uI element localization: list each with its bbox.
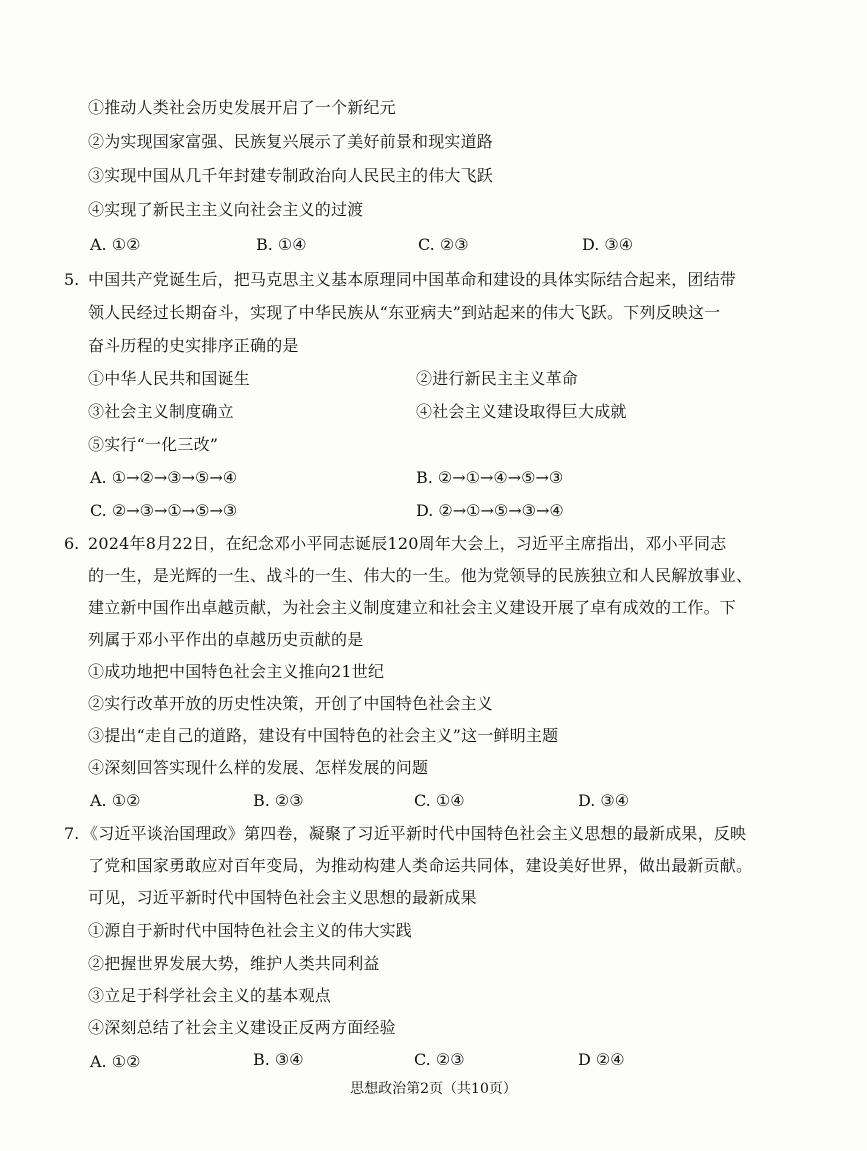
q5-item-3: ③社会主义制度确立	[88, 402, 234, 421]
q7-item-1: ①源自于新时代中国特色社会主义的伟大实践	[88, 921, 413, 940]
q7-option-a: A. ①②	[90, 1052, 141, 1071]
q4-option-a: A. ①②	[90, 235, 141, 254]
q4-item-1: ①推动人类社会历史发展开启了一个新纪元	[88, 98, 396, 117]
q6-option-d: D. ③④	[578, 791, 630, 810]
q6-option-c: C. ①④	[414, 791, 465, 810]
q5-item-5: ⑤实行“一化三改”	[88, 435, 219, 454]
q5-item-4: ④社会主义建设取得巨大成就	[416, 402, 627, 421]
q4-item-3: ③实现中国从几千年封建专制政治向人民民主的伟大飞跃	[88, 166, 494, 185]
q7-item-3: ③立足于科学社会主义的基本观点	[88, 986, 332, 1005]
q5-item-2: ②进行新民主主义革命	[416, 369, 579, 388]
q6-stem-line-4: 列属于邓小平作出的卓越历史贡献的是	[88, 630, 364, 649]
q5-number: 5.	[64, 270, 80, 289]
q5-option-b: B. ②→①→④→⑤→③	[416, 468, 564, 487]
q7-stem-line-1: 《习近平谈治国理政》第四卷，凝聚了习近平新时代中国特色社会主义思想的最新成果，反映	[82, 824, 747, 843]
q7-option-d: D ②④	[578, 1050, 625, 1069]
page-footer: 思想政治第2页（共10页）	[350, 1081, 517, 1097]
q5-stem-line-2: 领人民经过长期奋斗，实现了中华民族从“东亚病夫”到站起来的伟大飞跃。下列反映这一	[88, 303, 721, 322]
q7-option-b: B. ③④	[253, 1050, 304, 1069]
q6-item-2: ②实行改革开放的历史性决策，开创了中国特色社会主义	[88, 694, 494, 713]
q4-item-4: ④实现了新民主主义向社会主义的过渡	[88, 200, 364, 219]
q5-stem-line-3: 奋斗历程的史实排序正确的是	[88, 336, 299, 355]
q6-stem-line-3: 建立新中国作出卓越贡献，为社会主义制度建立和社会主义建设开展了卓有成效的工作。下	[88, 598, 737, 617]
q6-item-3: ③提出“走自己的道路，建设有中国特色的社会主义”这一鲜明主题	[88, 726, 559, 745]
q5-option-a: A. ①→②→③→⑤→④	[90, 468, 238, 487]
q5-option-d: D. ②→①→⑤→③→④	[416, 501, 564, 520]
q6-item-1: ①成功地把中国特色社会主义推向21世纪	[88, 662, 385, 681]
q6-number: 6.	[64, 534, 80, 553]
q4-option-d: D. ③④	[582, 235, 634, 254]
q7-option-c: C. ②③	[414, 1050, 465, 1069]
q7-item-2: ②把握世界发展大势，维护人类共同利益	[88, 954, 380, 973]
q4-option-c: C. ②③	[418, 235, 469, 254]
q6-option-a: A. ①②	[90, 791, 141, 810]
q5-item-1: ①中华人民共和国诞生	[88, 369, 251, 388]
q4-item-2: ②为实现国家富强、民族复兴展示了美好前景和现实道路	[88, 132, 494, 151]
q7-item-4: ④深刻总结了社会主义建设正反两方面经验	[88, 1018, 396, 1037]
q5-stem-line-1: 中国共产党诞生后，把马克思主义基本原理同中国革命和建设的具体实际结合起来，团结带	[88, 270, 737, 289]
q7-stem-line-3: 可见，习近平新时代中国特色社会主义思想的最新成果	[88, 888, 477, 907]
q5-option-c: C. ②→③→①→⑤→③	[90, 501, 238, 520]
q6-option-b: B. ②③	[253, 791, 304, 810]
q7-number: 7.	[64, 824, 80, 843]
q4-option-b: B. ①④	[256, 235, 307, 254]
q6-item-4: ④深刻回答实现什么样的发展、怎样发展的问题	[88, 758, 429, 777]
q7-stem-line-2: 了党和国家勇敢应对百年变局，为推动构建人类命运共同体，建设美好世界，做出最新贡献。	[88, 856, 753, 875]
q6-stem-line-1: 2024年8月22日，在纪念邓小平同志诞辰120周年大会上，习近平主席指出，邓小平同志	[88, 534, 727, 553]
q6-stem-line-2: 的一生，是光辉的一生、战斗的一生、伟大的一生。他为党领导的民族独立和人民解放事业、	[88, 566, 753, 585]
